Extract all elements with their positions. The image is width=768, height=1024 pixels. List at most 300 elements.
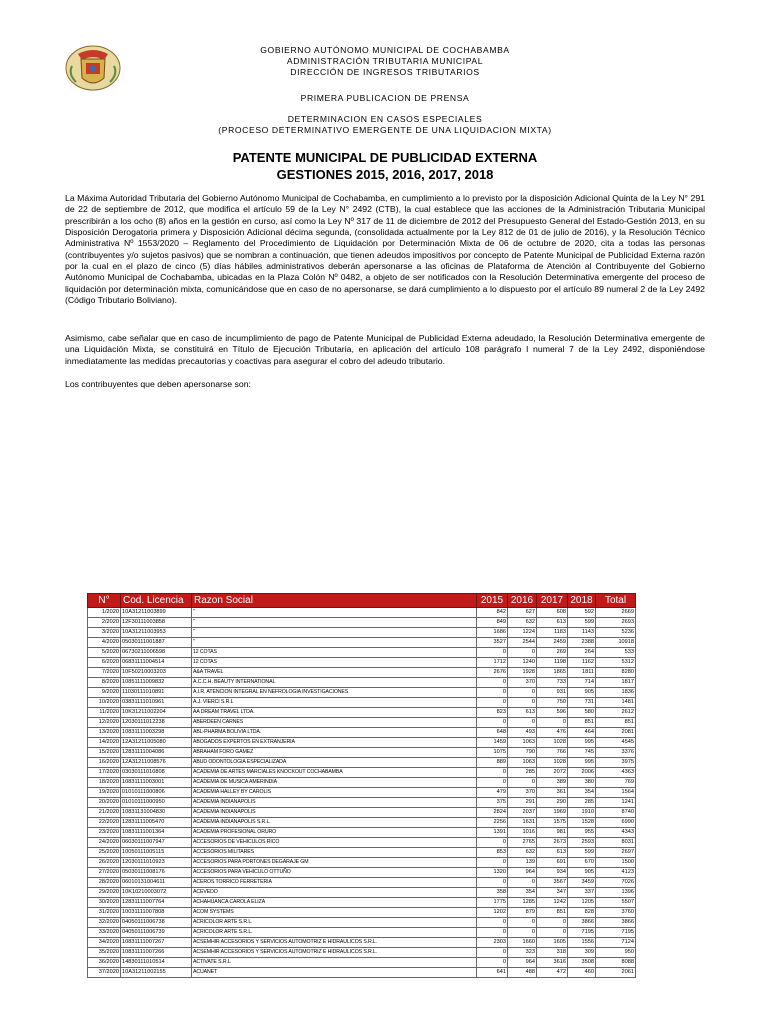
row-number-cell: 30/2020 xyxy=(88,898,121,908)
business-name-cell: ACCESORIOS PARA VEHICULO OTTUÑO xyxy=(192,868,477,878)
amount-2016-cell: 1631 xyxy=(508,818,537,828)
table-row xyxy=(88,788,636,798)
business-name-cell: ACADEMIA INDIANAPOLIS S.R.L. xyxy=(192,818,477,828)
business-name-cell: ACCESORIOS MILITARES xyxy=(192,848,477,858)
amount-2018-cell: 3459 xyxy=(568,878,596,888)
amount-2016-cell: 1063 xyxy=(508,758,537,768)
amount-2016-cell: 0 xyxy=(508,718,537,728)
amount-2016-cell: 1016 xyxy=(508,828,537,838)
government-name: GOBIERNO AUTÓNOMO MUNICIPAL DE COCHABAMBA xyxy=(260,45,510,55)
license-code-cell: 05030111001887 xyxy=(121,638,192,648)
amount-2015-cell: 1075 xyxy=(477,748,508,758)
legal-notice-paragraph: La Máxima Autoridad Tributaria del Gobierno Autónomo Municipal de Cochabamba, en cumplimiento a lo previsto por la disposición Adicional Quinta de la Ley N° 291 de 22 de septiembre de 2012, que modifica el artículo 59 de la Ley N° 2492 (CTB), la cual establece que las acciones de la Administración Tributaria Municipal prescribirán a los ocho (8) años en la gestión en curso, así como la Ley Nº 317 de 11 de diciembre de 2012 del Presupuesto General del Estado-Gestión 2013, en su Disposición Derogatoria primera y Disposición Adicional décima segunda, (consolidada actualmente por la Ley 812 de 01 de julio de 2016), y la Resolución Técnico Administrativa Nº 1553/2020 – Reglamento del Procedimiento de Liquidación por Determinación Mixta de 06 de octubre de 2020, cita a todas las personas (contribuyentes y/o sujetos pasivos) que se nombran a continuación, que tienen adeudos impositivos por concepto de Patente Municipal de Publicidad Externa razón por la cual en el plazo de cinco (5) días hábiles administrativos deberán apersonarse a las oficinas de Plataforma de Atención al Contribuyente del Gobierno Autónomo Municipal de Cochabamba, ubicadas en la Plaza Colón Nº 0482, a objeto de ser notificados con la Resolución Determinativa emergente del proceso de liquidación por determinación mixta, comunicándose que en caso de no apersonarse, se dará cumplimiento a lo dispuesto por el artículo 89 numeral 2 de la Ley 2492 (Código Tributario Boliviano). xyxy=(65,193,705,306)
amount-2018-cell: 464 xyxy=(568,728,596,738)
table-row xyxy=(88,948,636,958)
amount-total-cell: 2061 xyxy=(596,968,636,978)
amount-2016-cell: 0 xyxy=(508,688,537,698)
amount-total-cell: 3376 xyxy=(596,748,636,758)
business-name-cell: ACADEMIA HALLEY BY CAROLIS xyxy=(192,788,477,798)
business-name-cell: ACSEMHIR ACCESORIOS Y SERVICIOS AUTOMOTRIZ E HIDRAULICOS S.R.L. xyxy=(192,948,477,958)
amount-2016-cell: 291 xyxy=(508,798,537,808)
amount-2016-cell: 370 xyxy=(508,678,537,688)
amount-total-cell: 4363 xyxy=(596,768,636,778)
document-title: PATENTE MUNICIPAL DE PUBLICIDAD EXTERNA xyxy=(232,150,538,165)
row-number-cell: 26/2020 xyxy=(88,858,121,868)
license-code-cell: 06730211006598 xyxy=(121,648,192,658)
amount-2015-cell: 1459 xyxy=(477,738,508,748)
amount-2017-cell: 1605 xyxy=(537,938,568,948)
col-2018-header: 2018 xyxy=(568,594,596,608)
amount-2016-cell: 1224 xyxy=(508,628,537,638)
amount-total-cell: 1481 xyxy=(596,698,636,708)
amount-2017-cell: 1969 xyxy=(537,808,568,818)
row-number-cell: 31/2020 xyxy=(88,908,121,918)
amount-2018-cell: 2006 xyxy=(568,768,596,778)
amount-2015-cell: 0 xyxy=(477,698,508,708)
amount-2015-cell: 641 xyxy=(477,968,508,978)
business-name-cell: ACTIVATE S.R.L xyxy=(192,958,477,968)
business-name-cell: ACSEMHIR ACCESORIOS Y SERVICIOS AUTOMOTRIZ E HIDRAULICOS S.R.L. xyxy=(192,938,477,948)
amount-2015-cell: 2256 xyxy=(477,818,508,828)
taxpayer-table xyxy=(87,593,636,978)
amount-2016-cell: 2765 xyxy=(508,838,537,848)
amount-2017-cell: 934 xyxy=(537,868,568,878)
license-code-cell: 10851111009832 xyxy=(121,678,192,688)
row-number-cell: 29/2020 xyxy=(88,888,121,898)
amount-2017-cell: 3616 xyxy=(537,958,568,968)
license-code-cell: 06010131004611 xyxy=(121,878,192,888)
table-row xyxy=(88,938,636,948)
amount-2017-cell: 0 xyxy=(537,918,568,928)
business-name-cell: " xyxy=(192,618,477,628)
business-name-cell: ACUANET xyxy=(192,968,477,978)
amount-2018-cell: 285 xyxy=(568,798,596,808)
business-name-cell: " xyxy=(192,608,477,618)
col-name-header: Razon Social xyxy=(192,594,477,608)
amount-2016-cell: 1240 xyxy=(508,658,537,668)
business-name-cell: AA DREAM TRAVEL LTDA. xyxy=(192,708,477,718)
amount-2018-cell: 670 xyxy=(568,858,596,868)
amount-2017-cell: 750 xyxy=(537,698,568,708)
amount-2016-cell: 790 xyxy=(508,748,537,758)
license-code-cell: 10K31211002204 xyxy=(121,708,192,718)
license-code-cell: 10A31211002155 xyxy=(121,968,192,978)
amount-total-cell: 7124 xyxy=(596,938,636,948)
amount-2015-cell: 0 xyxy=(477,878,508,888)
amount-2018-cell: 599 xyxy=(568,618,596,628)
amount-total-cell: 8031 xyxy=(596,838,636,848)
publication-label: PRIMERA PUBLICACION DE PRENSA xyxy=(300,93,470,103)
license-code-cell: 04050111006738 xyxy=(121,918,192,928)
row-number-cell: 34/2020 xyxy=(88,938,121,948)
amount-2016-cell: 627 xyxy=(508,608,537,618)
amount-2016-cell: 323 xyxy=(508,948,537,958)
amount-2017-cell: 733 xyxy=(537,678,568,688)
table-row xyxy=(88,688,636,698)
amount-2018-cell: 745 xyxy=(568,748,596,758)
amount-2016-cell: 370 xyxy=(508,788,537,798)
table-row xyxy=(88,738,636,748)
row-number-cell: 24/2020 xyxy=(88,838,121,848)
business-name-cell: " xyxy=(192,638,477,648)
license-code-cell: 14830111010514 xyxy=(121,958,192,968)
license-code-cell: 10831111001364 xyxy=(121,828,192,838)
col-2015-header: 2015 xyxy=(477,594,508,608)
row-number-cell: 9/2020 xyxy=(88,688,121,698)
row-number-cell: 5/2020 xyxy=(88,648,121,658)
license-code-cell: 12030111012238 xyxy=(121,718,192,728)
table-row xyxy=(88,798,636,808)
amount-2015-cell: 853 xyxy=(477,848,508,858)
amount-2015-cell: 479 xyxy=(477,788,508,798)
amount-2015-cell: 842 xyxy=(477,608,508,618)
business-name-cell: ACADEMIA PROFESIONAL ORURO xyxy=(192,828,477,838)
directorate-name: DIRECCIÓN DE INGRESOS TRIBUTARIOS xyxy=(290,67,480,77)
amount-2015-cell: 1391 xyxy=(477,828,508,838)
amount-total-cell: 5312 xyxy=(596,658,636,668)
table-row xyxy=(88,828,636,838)
amount-2017-cell: 389 xyxy=(537,778,568,788)
amount-2015-cell: 375 xyxy=(477,798,508,808)
amount-2018-cell: 337 xyxy=(568,888,596,898)
amount-2018-cell: 264 xyxy=(568,648,596,658)
amount-2017-cell: 931 xyxy=(537,688,568,698)
license-code-cell: 12A31211005080 xyxy=(121,738,192,748)
table-row xyxy=(88,648,636,658)
table-row xyxy=(88,748,636,758)
amount-2016-cell: 2544 xyxy=(508,638,537,648)
amount-2017-cell: 691 xyxy=(537,858,568,868)
amount-2016-cell: 632 xyxy=(508,848,537,858)
amount-2016-cell: 0 xyxy=(508,928,537,938)
business-name-cell: ACADEMIA DE ARTES MARCIALES KNOCKOUT COCHABAMBA xyxy=(192,768,477,778)
license-code-cell: 04050111006739 xyxy=(121,928,192,938)
row-number-cell: 20/2020 xyxy=(88,798,121,808)
license-code-cell: 12030111010923 xyxy=(121,858,192,868)
amount-total-cell: 4343 xyxy=(596,828,636,838)
amount-total-cell: 7195 xyxy=(596,928,636,938)
amount-total-cell: 4545 xyxy=(596,738,636,748)
row-number-cell: 23/2020 xyxy=(88,828,121,838)
amount-total-cell: 851 xyxy=(596,718,636,728)
amount-total-cell: 2612 xyxy=(596,708,636,718)
amount-2016-cell: 0 xyxy=(508,778,537,788)
amount-2018-cell: 828 xyxy=(568,908,596,918)
amount-2016-cell: 1063 xyxy=(508,738,537,748)
license-code-cell: 12831111004086 xyxy=(121,748,192,758)
amount-2018-cell: 3508 xyxy=(568,958,596,968)
amount-2018-cell: 599 xyxy=(568,848,596,858)
business-name-cell: ACCESORIOS PARA PORTONES DEGARAJE GM xyxy=(192,858,477,868)
amount-2016-cell: 2037 xyxy=(508,808,537,818)
amount-2017-cell: 347 xyxy=(537,888,568,898)
amount-2017-cell: 981 xyxy=(537,828,568,838)
row-number-cell: 3/2020 xyxy=(88,628,121,638)
amount-2015-cell: 1712 xyxy=(477,658,508,668)
determination-heading: DETERMINACION EN CASOS ESPECIALES xyxy=(287,114,483,124)
table-row xyxy=(88,758,636,768)
amount-2016-cell: 964 xyxy=(508,958,537,968)
taxpayer-list-intro: Los contribuyentes que deben apersonarse son: xyxy=(65,379,251,389)
table-row xyxy=(88,858,636,868)
amount-2015-cell: 1202 xyxy=(477,908,508,918)
document-subtitle: GESTIONES 2015, 2016, 2017, 2018 xyxy=(276,167,494,182)
row-number-cell: 10/2020 xyxy=(88,698,121,708)
amount-total-cell: 950 xyxy=(596,948,636,958)
amount-total-cell: 1396 xyxy=(596,888,636,898)
amount-2017-cell: 1242 xyxy=(537,898,568,908)
license-code-cell: 03030111010808 xyxy=(121,768,192,778)
table-row xyxy=(88,958,636,968)
license-code-cell: 06831111004514 xyxy=(121,658,192,668)
row-number-cell: 33/2020 xyxy=(88,928,121,938)
amount-2017-cell: 613 xyxy=(537,848,568,858)
amount-2015-cell: 2303 xyxy=(477,938,508,948)
license-code-cell: 11030111010891 xyxy=(121,688,192,698)
business-name-cell: ACOM SYSTEMS xyxy=(192,908,477,918)
amount-2017-cell: 1028 xyxy=(537,758,568,768)
amount-2018-cell: 7195 xyxy=(568,928,596,938)
row-number-cell: 14/2020 xyxy=(88,738,121,748)
amount-2018-cell: 354 xyxy=(568,788,596,798)
amount-2017-cell: 608 xyxy=(537,608,568,618)
row-number-cell: 27/2020 xyxy=(88,868,121,878)
row-number-cell: 18/2020 xyxy=(88,778,121,788)
amount-2015-cell: 0 xyxy=(477,918,508,928)
business-name-cell: 12 COTAS xyxy=(192,658,477,668)
amount-2016-cell: 139 xyxy=(508,858,537,868)
amount-2017-cell: 1198 xyxy=(537,658,568,668)
license-code-cell: 01010111000806 xyxy=(121,788,192,798)
amount-2015-cell: 0 xyxy=(477,948,508,958)
row-number-cell: 12/2020 xyxy=(88,718,121,728)
col-license-header: Cod. Licencia xyxy=(121,594,192,608)
row-number-cell: 36/2020 xyxy=(88,958,121,968)
business-name-cell: A.C.C.H. BEAUTY INTERNATIONAL xyxy=(192,678,477,688)
amount-2017-cell: 2673 xyxy=(537,838,568,848)
amount-2018-cell: 1556 xyxy=(568,938,596,948)
business-name-cell: ACADEMIA INDIANAPOLIS xyxy=(192,808,477,818)
amount-2015-cell: 358 xyxy=(477,888,508,898)
amount-2016-cell: 0 xyxy=(508,918,537,928)
amount-2017-cell: 766 xyxy=(537,748,568,758)
amount-2018-cell: 3866 xyxy=(568,918,596,928)
row-number-cell: 13/2020 xyxy=(88,728,121,738)
license-code-cell: 10831111003001 xyxy=(121,778,192,788)
amount-total-cell: 5236 xyxy=(596,628,636,638)
table-row xyxy=(88,918,636,928)
license-code-cell: 10050111005115 xyxy=(121,848,192,858)
amount-total-cell: 7026 xyxy=(596,878,636,888)
table-row xyxy=(88,778,636,788)
amount-total-cell: 8088 xyxy=(596,958,636,968)
amount-total-cell: 8280 xyxy=(596,668,636,678)
amount-2015-cell: 1320 xyxy=(477,868,508,878)
amount-2018-cell: 905 xyxy=(568,868,596,878)
row-number-cell: 11/2020 xyxy=(88,708,121,718)
amount-2018-cell: 1143 xyxy=(568,628,596,638)
table-row xyxy=(88,838,636,848)
amount-2016-cell: 493 xyxy=(508,728,537,738)
business-name-cell: ABOGADOS EXPERTOS EN EXTRANJERIA xyxy=(192,738,477,748)
row-number-cell: 8/2020 xyxy=(88,678,121,688)
table-row xyxy=(88,968,636,978)
amount-total-cell: 1817 xyxy=(596,678,636,688)
table-row xyxy=(88,678,636,688)
amount-total-cell: 10918 xyxy=(596,638,636,648)
amount-2018-cell: 1162 xyxy=(568,658,596,668)
amount-2015-cell: 0 xyxy=(477,678,508,688)
license-code-cell: 10831131004830 xyxy=(121,808,192,818)
amount-2016-cell: 613 xyxy=(508,708,537,718)
license-code-cell: 10F50210003203 xyxy=(121,668,192,678)
amount-2018-cell: 851 xyxy=(568,718,596,728)
row-number-cell: 4/2020 xyxy=(88,638,121,648)
amount-2016-cell: 354 xyxy=(508,888,537,898)
amount-2018-cell: 905 xyxy=(568,688,596,698)
amount-2018-cell: 1528 xyxy=(568,818,596,828)
amount-2015-cell: 1686 xyxy=(477,628,508,638)
amount-2018-cell: 995 xyxy=(568,758,596,768)
amount-2018-cell: 380 xyxy=(568,778,596,788)
license-code-cell: 05030111008176 xyxy=(121,868,192,878)
amount-2017-cell: 0 xyxy=(537,928,568,938)
row-number-cell: 28/2020 xyxy=(88,878,121,888)
business-name-cell: ACEROS TORRICO FERRETERIA xyxy=(192,878,477,888)
amount-2015-cell: 1775 xyxy=(477,898,508,908)
business-name-cell: " xyxy=(192,628,477,638)
business-name-cell: ACADEMIA INDIANAPOLIS xyxy=(192,798,477,808)
amount-2017-cell: 318 xyxy=(537,948,568,958)
business-name-cell: ACRICOLOR ARTE S.R.L. xyxy=(192,928,477,938)
amount-total-cell: 5507 xyxy=(596,898,636,908)
amount-total-cell: 769 xyxy=(596,778,636,788)
amount-2017-cell: 1028 xyxy=(537,738,568,748)
amount-2018-cell: 1811 xyxy=(568,668,596,678)
amount-2016-cell: 1660 xyxy=(508,938,537,948)
col-total-header: Total xyxy=(596,594,636,608)
amount-total-cell: 3760 xyxy=(596,908,636,918)
amount-total-cell: 4123 xyxy=(596,868,636,878)
table-row xyxy=(88,638,636,648)
amount-2016-cell: 285 xyxy=(508,768,537,778)
row-number-cell: 17/2020 xyxy=(88,768,121,778)
amount-total-cell: 533 xyxy=(596,648,636,658)
administration-name: ADMINISTRACIÓN TRIBUTARIA MUNICIPAL xyxy=(286,56,484,66)
row-number-cell: 22/2020 xyxy=(88,818,121,828)
table-row xyxy=(88,908,636,918)
business-name-cell: A&A TRAVEL xyxy=(192,668,477,678)
license-code-cell: 12831111007764 xyxy=(121,898,192,908)
amount-2015-cell: 0 xyxy=(477,718,508,728)
amount-2015-cell: 0 xyxy=(477,958,508,968)
amount-2017-cell: 2459 xyxy=(537,638,568,648)
col-number-header: N° xyxy=(88,594,121,608)
amount-2015-cell: 2676 xyxy=(477,668,508,678)
amount-2017-cell: 476 xyxy=(537,728,568,738)
license-code-cell: 10831111003298 xyxy=(121,728,192,738)
amount-total-cell: 1836 xyxy=(596,688,636,698)
amount-2016-cell: 0 xyxy=(508,698,537,708)
license-code-cell: 03831111010961 xyxy=(121,698,192,708)
amount-2017-cell: 1865 xyxy=(537,668,568,678)
amount-2015-cell: 0 xyxy=(477,838,508,848)
row-number-cell: 21/2020 xyxy=(88,808,121,818)
amount-total-cell: 8740 xyxy=(596,808,636,818)
license-code-cell: 10031111007808 xyxy=(121,908,192,918)
col-2016-header: 2016 xyxy=(508,594,537,608)
table-row xyxy=(88,808,636,818)
row-number-cell: 1/2020 xyxy=(88,608,121,618)
table-row xyxy=(88,868,636,878)
table-row xyxy=(88,628,636,638)
amount-2018-cell: 1205 xyxy=(568,898,596,908)
amount-total-cell: 2669 xyxy=(596,608,636,618)
amount-2018-cell: 955 xyxy=(568,828,596,838)
amount-2016-cell: 488 xyxy=(508,968,537,978)
table-row xyxy=(88,728,636,738)
amount-2017-cell: 269 xyxy=(537,648,568,658)
amount-2018-cell: 580 xyxy=(568,708,596,718)
business-name-cell: ACCESORIOS DE VEHICULOS RICO xyxy=(192,838,477,848)
row-number-cell: 16/2020 xyxy=(88,758,121,768)
amount-2018-cell: 995 xyxy=(568,738,596,748)
amount-2017-cell: 1575 xyxy=(537,818,568,828)
business-name-cell: ACHAHUANCA CAROLA ELIZA xyxy=(192,898,477,908)
amount-2015-cell: 0 xyxy=(477,858,508,868)
table-row xyxy=(88,878,636,888)
amount-2018-cell: 1910 xyxy=(568,808,596,818)
amount-2017-cell: 1183 xyxy=(537,628,568,638)
amount-2018-cell: 2388 xyxy=(568,638,596,648)
amount-total-cell: 3866 xyxy=(596,918,636,928)
amount-2016-cell: 879 xyxy=(508,908,537,918)
amount-total-cell: 2697 xyxy=(596,848,636,858)
license-code-cell: 12A31211008576 xyxy=(121,758,192,768)
amount-total-cell: 1241 xyxy=(596,798,636,808)
table-row xyxy=(88,928,636,938)
license-code-cell: 06030111007947 xyxy=(121,838,192,848)
row-number-cell: 37/2020 xyxy=(88,968,121,978)
amount-2015-cell: 3527 xyxy=(477,638,508,648)
business-name-cell: ACEVEDO xyxy=(192,888,477,898)
amount-total-cell: 3975 xyxy=(596,758,636,768)
business-name-cell: A.I.R. ATENCION INTEGRAL EN NEFROLOGIA INVESTIGACIONES xyxy=(192,688,477,698)
table-row xyxy=(88,608,636,618)
amount-2015-cell: 823 xyxy=(477,708,508,718)
business-name-cell: ABRAHAM FORO GAMEZ xyxy=(192,748,477,758)
amount-2017-cell: 290 xyxy=(537,798,568,808)
amount-2017-cell: 596 xyxy=(537,708,568,718)
row-number-cell: 2/2020 xyxy=(88,618,121,628)
row-number-cell: 6/2020 xyxy=(88,658,121,668)
amount-2018-cell: 714 xyxy=(568,678,596,688)
amount-2016-cell: 0 xyxy=(508,878,537,888)
table-row xyxy=(88,898,636,908)
table-row xyxy=(88,668,636,678)
license-code-cell: 12831111005470 xyxy=(121,818,192,828)
table-row xyxy=(88,848,636,858)
amount-2016-cell: 632 xyxy=(508,618,537,628)
row-number-cell: 35/2020 xyxy=(88,948,121,958)
amount-2016-cell: 0 xyxy=(508,648,537,658)
license-code-cell: 10A31211003953 xyxy=(121,628,192,638)
amount-total-cell: 6990 xyxy=(596,818,636,828)
amount-2017-cell: 472 xyxy=(537,968,568,978)
table-header-row xyxy=(88,594,636,608)
amount-2016-cell: 1928 xyxy=(508,668,537,678)
table-row xyxy=(88,708,636,718)
